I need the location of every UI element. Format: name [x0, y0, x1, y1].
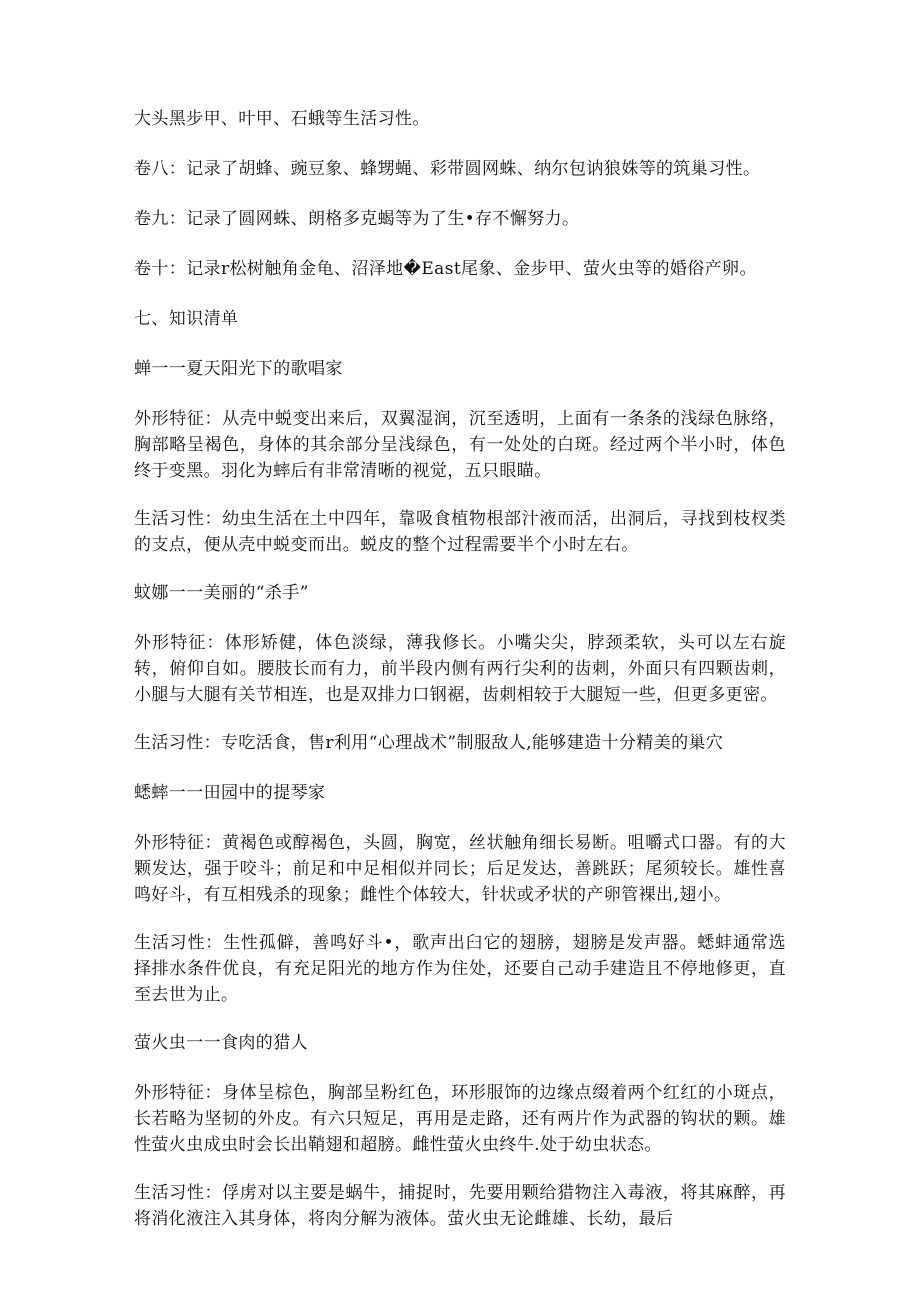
subheading-cricket: 蟋蟀一一田园中的提琴家	[134, 783, 326, 803]
paragraph-cicada-habits: 生活习性：幼虫生活在土中四年，靠吸食植物根部汁液而活，出洞后，寻找到枝杈类的支点，便从壳中蜕变而出。蜕皮的整个过程需要半个小时左右。	[134, 509, 786, 555]
paragraph-firefly-habits: 生活习性：俘虏对以主要是蜗牛，捕捉时，先要用颗给猎物注入毒液，将其麻醉，再将消化液注入其身体，将肉分解为液体。萤火虫无论雌雄、长幼，最后	[134, 1183, 786, 1229]
paragraph-tail-vol7: 大头黑步甲、叶甲、石蛾等生活习性。	[134, 109, 430, 129]
paragraph-mantis-appearance: 外形特征：体形矫健，体色淡绿，薄我修长。小嘴尖尖，脖颈柔软，头可以左右旋转，俯仰自如。腰肢长而有力，前半段内侧有两行尖利的齿刺，外面只有四颗齿刺，小腿与大腿有关节相连，也是双排力口钢裾，齿刺相较于大腿短一些，但更多更密。	[134, 633, 786, 705]
paragraph-firefly-appearance: 外形特征：身体呈棕色，胸部呈粉红色，环形服饰的边缘点缀着两个红红的小斑点，长若略为坚韧的外皮。有六只短足，再用是走路，还有两片作为武器的钩状的颗。雄性萤火虫成虫时会长出鞘翅和超膀。雌性萤火虫终牛.处于幼虫状态。	[134, 1083, 786, 1155]
paragraph-vol10: 卷十：记录r松树触角金龟、沼泽地�East尾象、金步甲、萤火虫等的婚俗产卵。	[134, 259, 757, 279]
document-body	[134, 106, 786, 1254]
paragraph-mantis-habits: 生活习性：专吃活食，售r利用“心理战术”制服敌人,能够建造十分精美的巢穴	[134, 733, 724, 753]
subheading-mantis: 蚊娜一一美丽的“杀手”	[134, 583, 309, 603]
paragraph-cicada-appearance: 外形特征：从壳中蜕变出来后，双翼湿润，沉至透明，上面有一条条的浅绿色脉络，胸部略呈褐色，身体的其余部分呈浅绿色，有一处处的白斑。经过两个半小时，体色终于变黑。羽化为蟀后有非常清晰的视觉，五只眼瞄。	[134, 409, 786, 481]
paragraph-vol8: 卷八：记录了胡蜂、豌豆象、蜂甥蝇、彩带圆网蛛、纳尔包讷狼姝等的筑巢习性。	[134, 159, 761, 179]
section-heading-knowledge-list: 七、知识清单	[134, 309, 239, 329]
subheading-firefly: 萤火虫一一食肉的猎人	[134, 1033, 308, 1053]
paragraph-cricket-habits: 生活习性：生性孤僻，善鸣好斗•，歌声出臼它的翅膀，翅膀是发声器。蟋蚌通常选择排水条件优良，有充足阳光的地方作为住处，还要自己动手建造且不停地修更，直至去世为止。	[134, 933, 786, 1005]
paragraph-cricket-appearance: 外形特征：黄褐色或醇褐色，头圆，胸宽，丝状触角细长易断。咀嚼式口器。有的大颗发达，强于咬斗；前足和中足相似并同长；后足发达，善跳跃；尾须较长。雄性喜鸣好斗，有互相残杀的现象；雌性个体较大，针状或矛状的产卵管裸出,翅小。	[134, 833, 786, 905]
subheading-cicada: 蝉一一夏天阳光下的歌唱家	[134, 359, 343, 379]
paragraph-vol9: 卷九：记录了圆网蛛、朗格多克蝎等为了生•存不懈努力。	[134, 209, 580, 229]
